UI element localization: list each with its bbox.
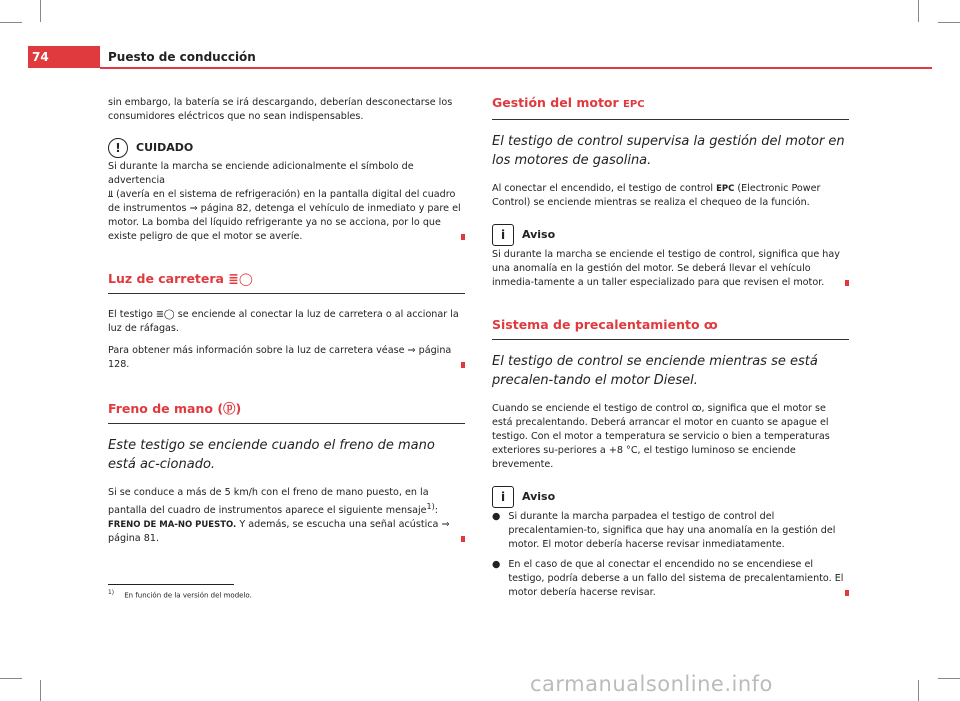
page-number: 74	[32, 50, 49, 64]
footnote-text: En función de la versión del modelo.	[124, 591, 252, 600]
section-end-mark	[461, 234, 465, 240]
glow-plug-icon: ꝏ	[703, 317, 718, 332]
crop-mark	[938, 678, 960, 679]
section-title-epc: Gestión del motor EPC	[492, 96, 849, 120]
high-beam-reference: Para obtener más información sobre la luz de carretera véase ⇒ página 128.	[108, 344, 465, 372]
high-beam-paragraph: El testigo ≣◯ se enciende al conectar la luz de carretera o al accionar la luz de ráfagas.	[108, 309, 459, 334]
epc-icon: EPC	[716, 184, 735, 194]
high-beam-icon: ≣◯	[155, 309, 175, 320]
right-column	[492, 96, 849, 606]
crop-mark	[40, 0, 41, 22]
bullet-icon: ●	[492, 559, 501, 570]
list-item: ● En el caso de que al conectar el encendido no se encendiese el testigo, podría deberse a un fallo del sistema de precalentamiento. El motor debería hacerse revisar.	[492, 558, 849, 600]
footnote	[108, 590, 252, 599]
aviso-label: Aviso	[522, 490, 556, 503]
handbrake-paragraph: Si se conduce a más de 5 km/h con el freno de mano puesto, en la pantalla del cuadro de instrumentos aparece el siguiente mensaje$^{1)}$: FRENO DE MA-NO PUESTO. Y además, se escucha una señal acústica ⇒ página 81.	[108, 486, 465, 546]
caution-header	[108, 138, 465, 158]
footnote-rule	[108, 584, 234, 585]
epc-lead: El testigo de control supervisa la gestión del motor en los motores de gasolina.	[492, 134, 845, 168]
caution-text: Si durante la marcha se enciende adicionalmente el símbolo de advertencia ⫫ (avería en el sistema de refrigeración) en la pantalla digital del cuadro de instrumentos ⇒ página 82, detenga el vehículo de inmediato y pare el motor. La bomba del líquido refrigerante ya no se acciona, por lo que existe peligro de que el motor se averíe.	[108, 160, 465, 244]
left-column	[108, 96, 465, 554]
section-end-mark	[845, 280, 849, 286]
epc-icon: EPC	[623, 99, 645, 110]
section-end-mark	[845, 590, 849, 596]
handbrake-icon: (ⓟ)	[217, 401, 242, 416]
info-icon: i	[492, 224, 514, 246]
info-icon: i	[492, 486, 514, 508]
preheat-lead: El testigo de control se enciende mientras se está precalen-tando el motor Diesel.	[492, 354, 818, 388]
crop-mark	[0, 678, 22, 679]
preheat-paragraph: Cuando se enciende el testigo de control ꝏ, significa que el motor se está precalentando. Deberá arrancar el motor en cuanto se apague el testigo. Con el motor a temperatura se servicio o bien a temperaturas exteriores su-periores a +8 °C, el testigo luminoso se enciende brevemente.	[492, 403, 830, 470]
crop-mark	[0, 22, 22, 23]
crop-mark	[938, 22, 960, 23]
list-item: ● Si durante la marcha parpadea el testigo de control del precalentamien-to, significa que hay una anomalía en la gestión del motor. El motor debería hacerse revisar inmediatamente.	[492, 511, 836, 550]
aviso-header	[492, 486, 849, 508]
display-message: FRENO DE MA-NO PUESTO.	[108, 520, 237, 531]
header-rule	[100, 67, 932, 69]
section-end-mark	[461, 362, 465, 368]
crop-mark	[40, 680, 41, 701]
aviso-label: Aviso	[522, 228, 556, 241]
glow-plug-icon: ꝏ	[691, 403, 702, 414]
intro-paragraph: sin embargo, la batería se irá descargando, deberían desconectarse los consumidores eléctricos que no sean indispensables.	[108, 97, 453, 122]
footnote-mark: 1)	[108, 590, 114, 596]
section-title-high-beam: Luz de carretera ≣◯	[108, 272, 465, 294]
page-title: Puesto de conducción	[108, 50, 256, 64]
aviso-header	[492, 224, 849, 246]
handbrake-lead: Este testigo se enciende cuando el freno de mano está ac-cionado.	[108, 438, 435, 472]
bullet-icon: ●	[492, 511, 501, 522]
epc-paragraph: Al conectar el encendido, el testigo de control EPC (Electronic Power Control) se enciende mientras se realiza el chequeo de la función.	[492, 183, 821, 208]
aviso-text: Si durante la marcha se enciende el testigo de control, significa que hay una anomalía en la gestión del motor. Se deberá llevar el vehículo inmedia-tamente a un taller especializado para que revisen el motor.	[492, 248, 849, 290]
warning-icon: !	[108, 138, 128, 158]
watermark: carmanualsonline.info	[530, 672, 773, 696]
footnote-ref: 1)	[426, 502, 435, 511]
coolant-temperature-icon: ⫫	[108, 190, 114, 200]
crop-mark	[918, 0, 919, 22]
section-end-mark	[461, 536, 465, 542]
caution-label: CUIDADO	[136, 141, 194, 154]
section-title-handbrake: Freno de mano (ⓟ)	[108, 402, 465, 424]
crop-mark	[918, 680, 919, 701]
section-title-preheat: Sistema de precalentamiento ꝏ	[492, 318, 849, 340]
high-beam-icon: ≣◯	[228, 271, 253, 286]
